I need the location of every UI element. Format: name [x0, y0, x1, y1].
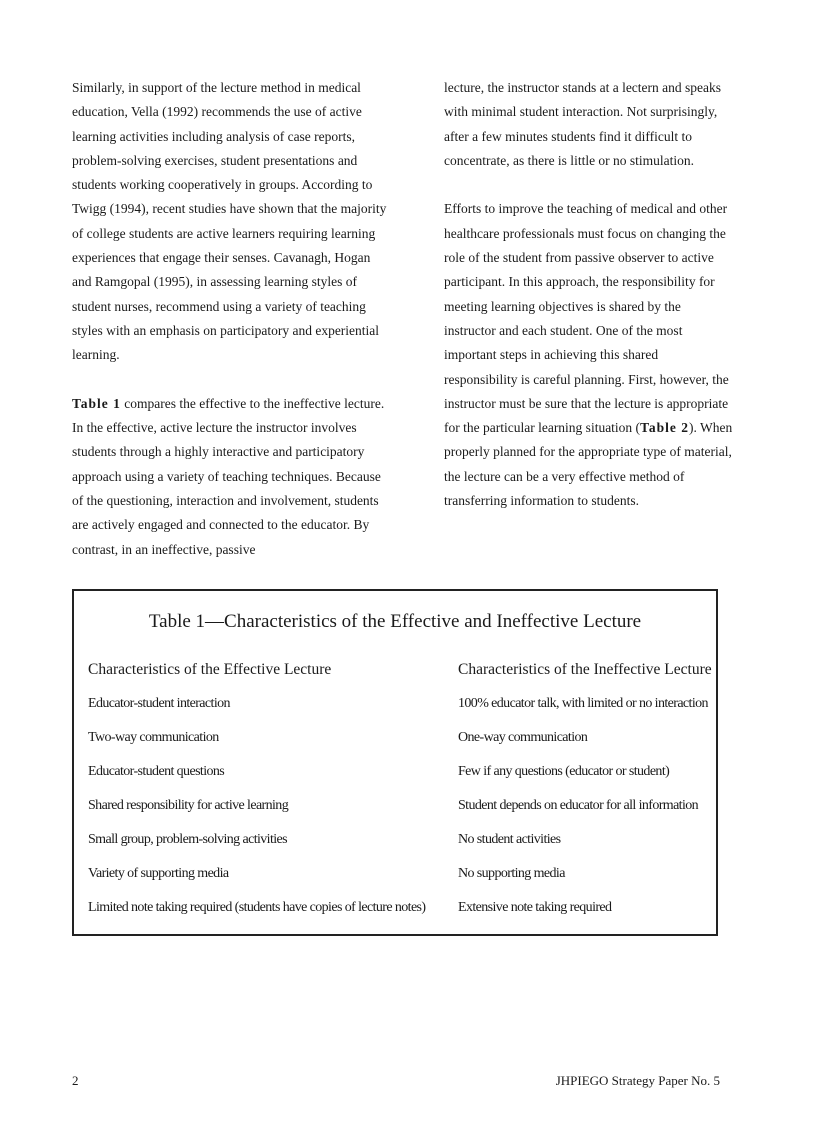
table-title: Table 1—Characteristics of the Effective and Ineffective Lecture	[148, 611, 642, 632]
table-row	[88, 687, 718, 721]
table-row	[88, 789, 718, 823]
effective-cell: Small group, problem-solving activities	[88, 832, 288, 847]
left-paragraph-2-text: compares the effective to the ineffective lecture. In the effective, active lecture the instructor involves students through a highly interactive and participatory approach using a variety of teaching techniques. Because of the questioning, interaction and involvement, students are actively engaged and connected to the educator. By contrast, in an ineffective, passive	[72, 395, 385, 557]
effective-cell: Variety of supporting media	[88, 866, 229, 881]
right-column	[444, 76, 734, 513]
effective-cell: Two-way communication	[88, 730, 219, 745]
table-1-reference: Table 1	[72, 395, 121, 411]
effective-cell: Educator-student interaction	[88, 696, 230, 711]
lecture-characteristics-table	[72, 589, 718, 936]
table-row	[88, 721, 718, 755]
effective-cell: Limited note taking required (students have copies of lecture notes)	[88, 900, 426, 915]
table-row	[88, 857, 718, 891]
publication-title: JHPIEGO Strategy Paper No. 5	[555, 1073, 720, 1088]
header-effective: Characteristics of the Effective Lecture	[88, 661, 332, 678]
header-ineffective: Characteristics of the Ineffective Lecture	[458, 661, 712, 678]
right-paragraph-2-text-b: ). When properly planned for the appropriate type of material, the lecture can be a very effective method of transferring information to students.	[444, 420, 733, 509]
ineffective-cell: No student activities	[458, 832, 561, 847]
table-grid	[88, 653, 718, 925]
left-paragraph-2	[72, 392, 390, 562]
table-row	[88, 823, 718, 857]
left-paragraph-1: Similarly, in support of the lecture method in medical education, Vella (1992) recommends the use of active learning activities including analysis of case reports, problem-solving exercises, student presentations and students working cooperatively in groups. According to Twigg (1994), recent studies have shown that the majority of college students are active learners requiring learning experiences that engage their senses. Cavanagh, Hogan and Ramgopal (1995), in assessing learning styles of student nurses, recommend using a variety of teaching styles with an emphasis on participatory and experiential learning.	[72, 80, 387, 363]
table-row	[88, 891, 718, 925]
table-row	[88, 755, 718, 789]
right-paragraph-2	[444, 197, 734, 513]
page-number: 2	[72, 1073, 79, 1088]
table-header-row	[88, 653, 718, 687]
effective-cell: Educator-student questions	[88, 764, 225, 779]
left-column	[72, 76, 390, 562]
ineffective-cell: Few if any questions (educator or student)	[458, 764, 670, 779]
ineffective-cell: One-way communication	[458, 730, 588, 745]
right-paragraph-2-text-a: Efforts to improve the teaching of medical and other healthcare professionals must focus on changing the role of the student from passive observer to active participant. In this approach, the responsibility for meeting learning objectives is shared by the instructor and each student. One of the most important steps in achieving this shared responsibility is careful planning. First, however, the instructor must be sure that the lecture is appropriate for the particular learning situation (	[444, 201, 729, 436]
right-paragraph-1: lecture, the instructor stands at a lectern and speaks with minimal student interaction. Not surprisingly, after a few minutes students find it difficult to concentrate, as there is little or no stimulation.	[444, 80, 722, 168]
table-2-reference: Table 2	[640, 420, 689, 436]
ineffective-cell: Extensive note taking required	[458, 900, 612, 915]
effective-cell: Shared responsibility for active learning	[88, 798, 289, 813]
ineffective-cell: 100% educator talk, with limited or no interaction	[458, 696, 708, 711]
ineffective-cell: No supporting media	[458, 866, 565, 881]
ineffective-cell: Student depends on educator for all information	[458, 798, 699, 813]
